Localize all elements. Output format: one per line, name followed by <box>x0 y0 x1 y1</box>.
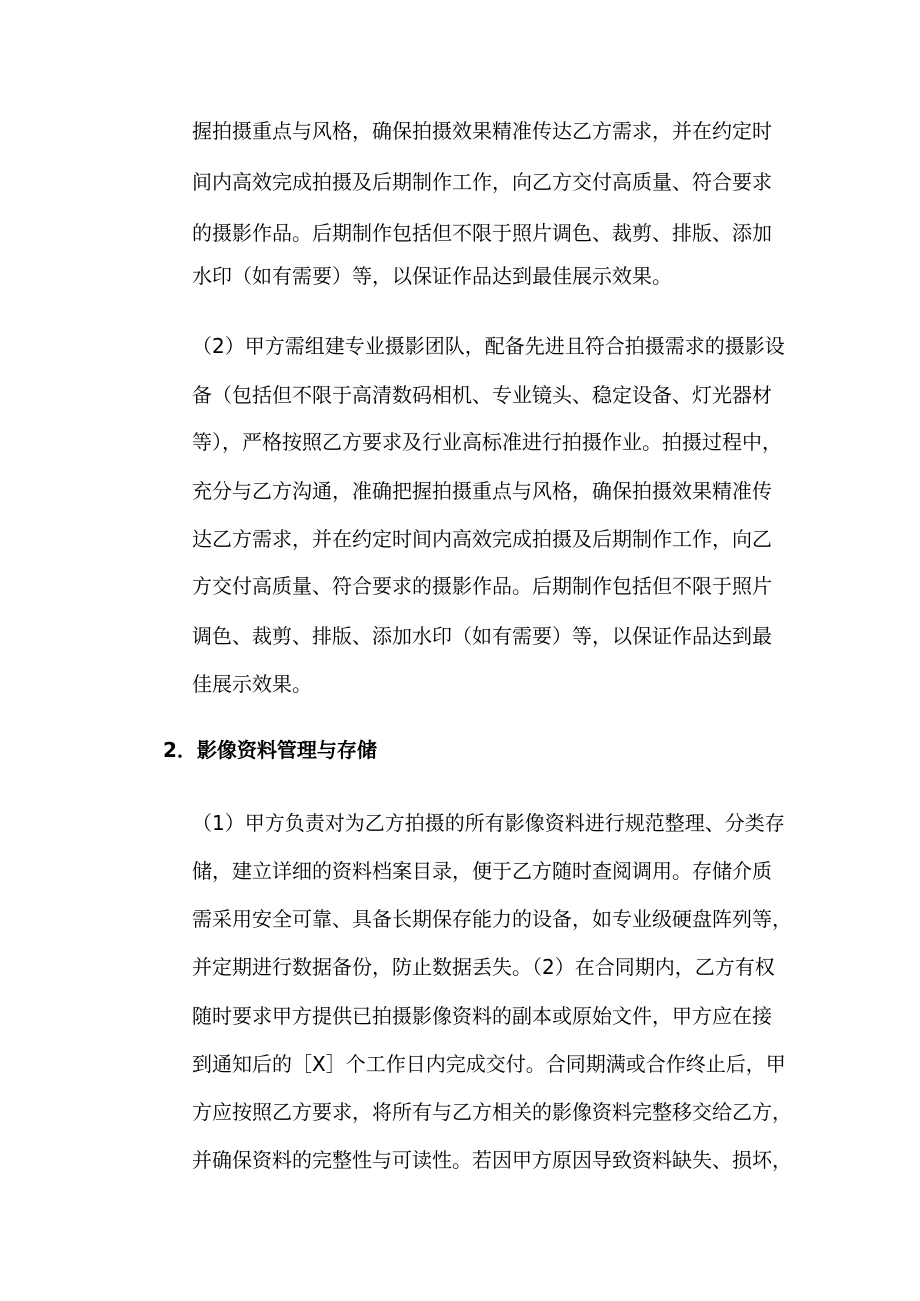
paragraph-line: 水印（如有需要）等，以保证作品达到最佳展示效果。 <box>192 264 672 288</box>
paragraph-line: 方应按照乙方要求，将所有与乙方相关的影像资料完整移交给乙方， <box>192 1100 792 1124</box>
paragraph-line: 充分与乙方沟通，准确把握拍摄重点与风格，确保拍摄效果精准传 <box>192 479 772 503</box>
paragraph-line: （2）甲方需组建专业摄影团队，配备先进且符合拍摄需求的摄影设 <box>192 334 785 358</box>
paragraph-line: 的摄影作品。后期制作包括但不限于照片调色、裁剪、排版、添加 <box>192 221 772 245</box>
paragraph-line: 调色、裁剪、排版、添加水印（如有需要）等，以保证作品达到最 <box>192 624 772 648</box>
paragraph-line: 等），严格按照乙方要求及行业高标准进行拍摄作业。拍摄过程中， <box>192 430 782 454</box>
paragraph-line: 并确保资料的完整性与可读性。若因甲方原因导致资料缺失、损坏， <box>192 1148 792 1172</box>
paragraph-line: 握拍摄重点与风格，确保拍摄效果精准传达乙方需求，并在约定时 <box>192 119 772 143</box>
paragraph-line: 到通知后的［X］个工作日内完成交付。合同期满或合作终止后，甲 <box>192 1052 786 1076</box>
paragraph-line: 备（包括但不限于高清数码相机、专业镜头、稳定设备、灯光器材 <box>192 383 772 407</box>
paragraph-line: 达乙方需求，并在约定时间内高效完成拍摄及后期制作工作，向乙 <box>192 527 772 551</box>
paragraph-line: 储，建立详细的资料档案目录，便于乙方随时查阅调用。存储介质 <box>192 859 772 883</box>
paragraph-line: 佳展示效果。 <box>192 672 312 696</box>
paragraph-line: 需采用安全可靠、具备长期保存能力的设备，如专业级硬盘阵列等， <box>192 907 792 931</box>
paragraph-line: 方交付高质量、符合要求的摄影作品。后期制作包括但不限于照片 <box>192 574 772 598</box>
paragraph-line: 随时要求甲方提供已拍摄影像资料的副本或原始文件，甲方应在接 <box>192 1004 772 1028</box>
paragraph-line: 间内高效完成拍摄及后期制作工作，向乙方交付高质量、符合要求 <box>192 170 772 194</box>
paragraph-line: 并定期进行数据备份，防止数据丢失。（2）在合同期内，乙方有权 <box>192 955 775 979</box>
paragraph-line: （1）甲方负责对为乙方拍摄的所有影像资料进行规范整理、分类存 <box>192 811 785 835</box>
section-heading: 2．影像资料管理与存储 <box>163 738 377 762</box>
